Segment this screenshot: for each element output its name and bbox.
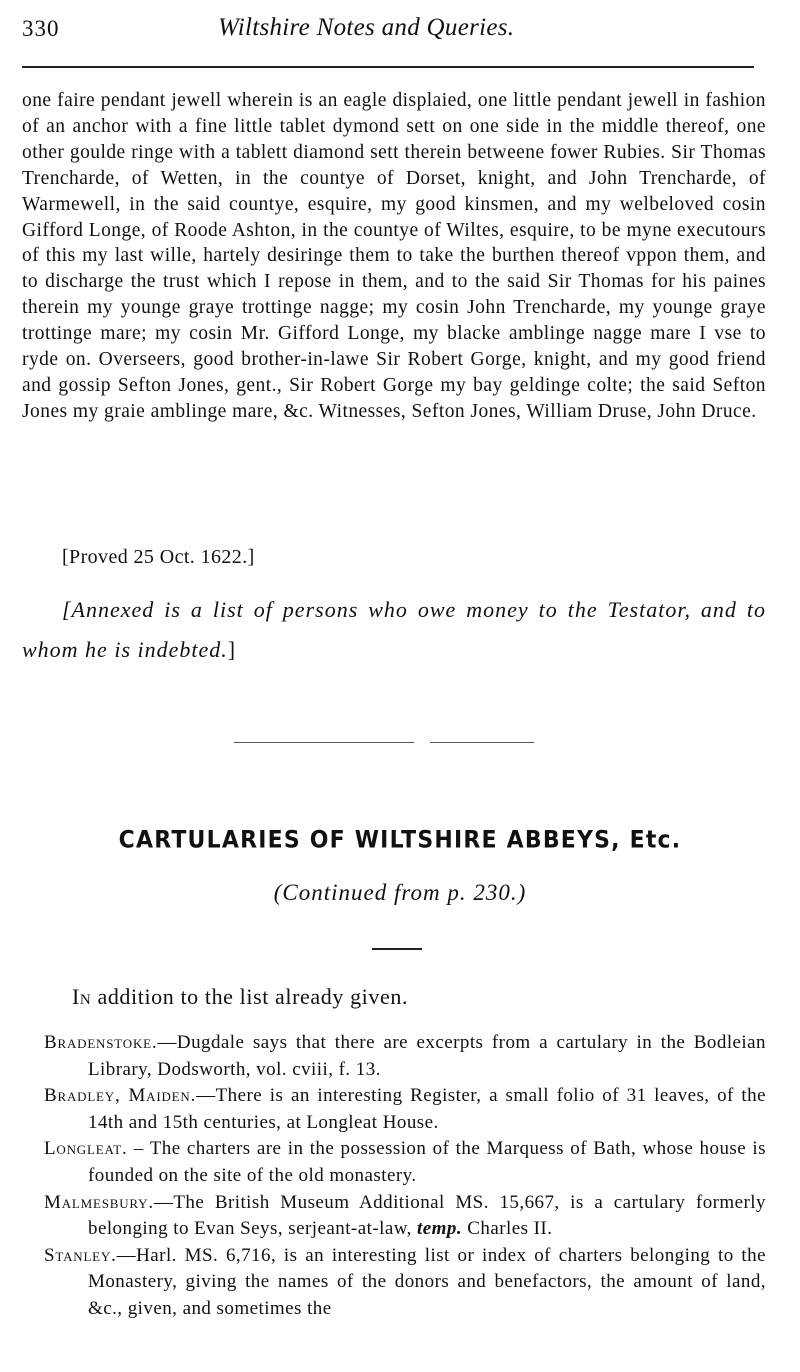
- will-paragraph: one faire pendant jewell wherein is an eagle displaied, one little pendant jewell in fashion of an anchor with a fine little tablet dymond sett on one side in the middle thereof, one other goulde ringe with a tablett diamond sett therein betweene fower Rubies. Sir Thomas Trencharde, of Wetten, in the countye of Dorset, knight, and John Trencharde, of Warmewell, in the said countye, esquire, my good kinsmen, and my welbeloved cosin Gifford Longe, of Roode Ashton, in the countye of Wiltes, esquire, to be myne executours of this my last wille, hartely desiringe them to take the burthen thereof vppon them, and to discharge the trust which I repose in them, and to the said Sir Thomas for his paines therein my younge graye trottinge nagge; my cosin John Trencharde, my younge graye trottinge mare; my cosin Mr. Gifford Longe, my blacke amblinge nagge mare I vse to ryde on. Overseers, good brother-in-lawe Sir Robert Gorge, knight, and my good friend and gossip Sefton Jones, gent., Sir Robert Gorge my bay geldinge colte; the said Sefton Jones my graie amblinge mare, &c. Witnesses, Sefton Jones, William Druse, John Druce.: [22, 90, 766, 422]
- cartulary-list: [44, 1030, 766, 1323]
- heading-short-rule: [372, 948, 422, 950]
- entry-term: Bradenstoke.: [44, 1032, 158, 1053]
- intro-text: addition to the list already given.: [91, 984, 409, 1009]
- entry-text: —Harl. MS. 6,716, is an interesting list or index of charters belonging to the Monastery, giving the names of the donors and benefactors, the amount of land, &c., given, and sometimes the: [88, 1244, 766, 1319]
- entry-term: Malmesbury.: [44, 1191, 154, 1213]
- list-item: [44, 1083, 766, 1136]
- entry-term: Longleat.: [44, 1138, 128, 1160]
- intro-initial: In: [72, 984, 92, 1009]
- entry-text: —Dugdale says that there are excerpts from a cartulary in the Bodleian Library, Dodsworth, vol. cviii, f. 13.: [88, 1032, 766, 1080]
- page-number: 330: [22, 16, 60, 41]
- annex-note-text: [Annexed is a list of persons who owe money to the Testator, and to whom he is indebted.: [22, 597, 766, 662]
- section-divider-left: [234, 742, 414, 743]
- entry-text: —The British Museum Additional MS. 15,667, is a cartulary formerly belonging to Evan Seys, serjeant-at-law,: [88, 1191, 766, 1240]
- entry-text-after: Charles II.: [462, 1218, 553, 1240]
- entry-text: – The charters are in the possession of the Marquess of Bath, whose house is founded on the site of the old monastery.: [88, 1138, 766, 1186]
- annex-note: [22, 590, 766, 670]
- entry-text: —There is an interesting Register, a small folio of 31 leaves, of the 14th and 15th centuries, at Longleat House.: [88, 1085, 766, 1133]
- header-rule: [22, 66, 754, 68]
- running-title: Wiltshire Notes and Queries.: [218, 14, 515, 41]
- section-divider-right: [430, 742, 534, 743]
- list-item: [44, 1243, 766, 1323]
- list-item: [44, 1136, 766, 1189]
- continued-note: (Continued from p. 230.): [273, 880, 527, 905]
- entry-emphasis: temp.: [417, 1218, 463, 1240]
- list-item: [44, 1190, 766, 1243]
- entry-term: Bradley, Maiden.: [44, 1085, 197, 1107]
- intro-line: [72, 984, 408, 1010]
- entry-term: Stanley.: [44, 1244, 117, 1266]
- annex-close-bracket: ]: [227, 637, 237, 662]
- proved-date: [Proved 25 Oct. 1622.]: [62, 546, 255, 568]
- list-item: [44, 1030, 766, 1083]
- section-heading: CARTULARIES OF WILTSHIRE ABBEYS, Etc.: [118, 827, 682, 854]
